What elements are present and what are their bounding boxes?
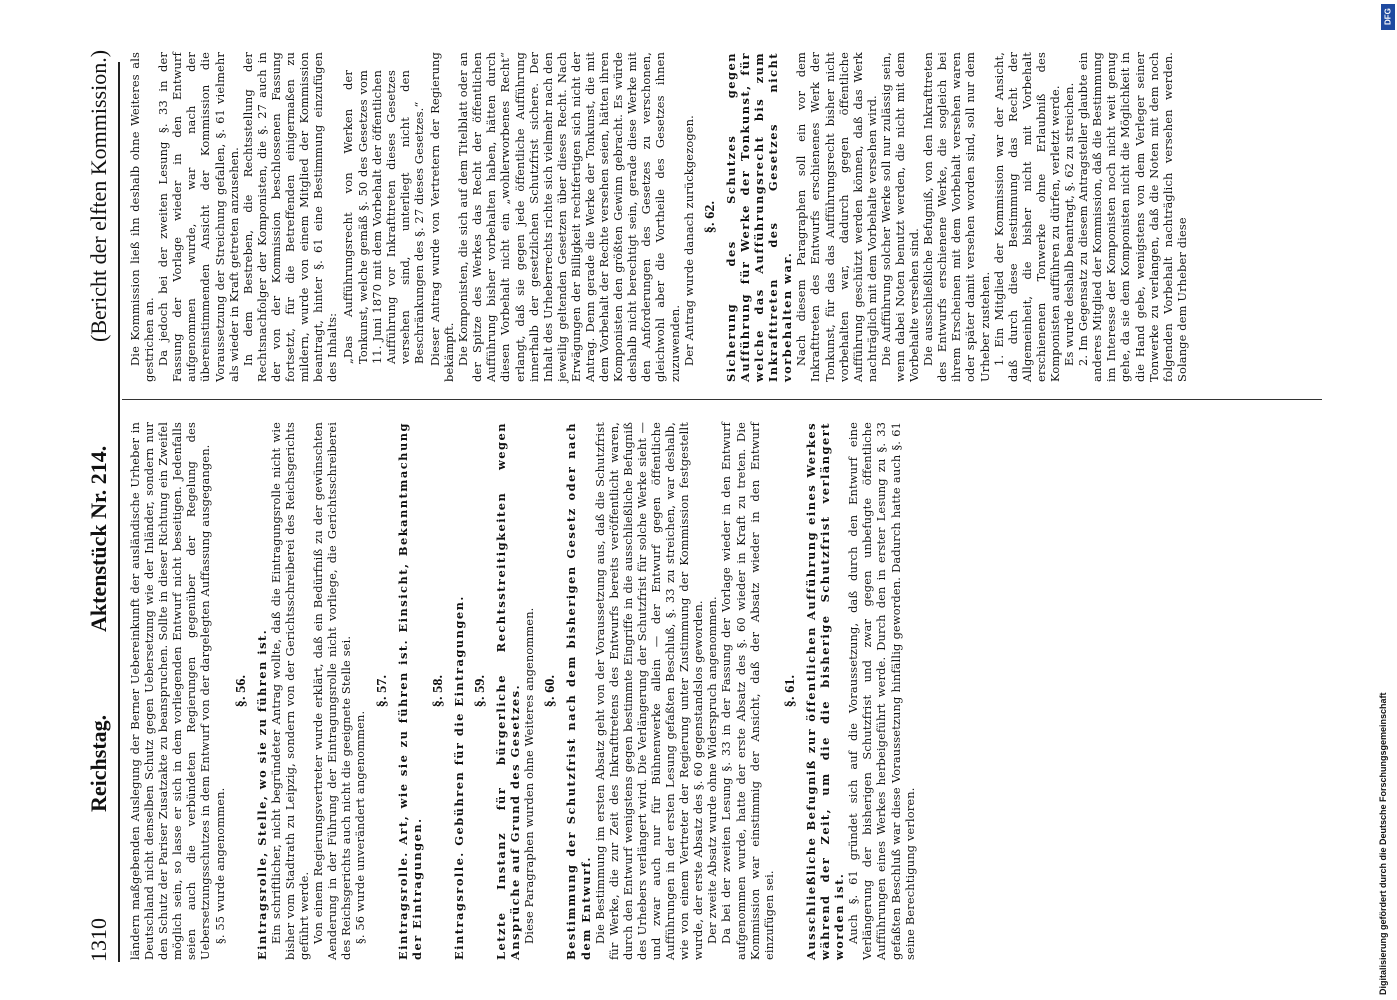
paragraph: Nach diesem Paragraphen soll ein vor dem Inkrafttreten des Entwurfs erschienenes Werk der Tonkunst, für das das Aufführungsrecht bisher nicht vorbehalten war, dadurch gegen öffentliche Aufführung geschützt werden können, daß das Werk nachträglich mit dem Vorbehalte versehen wird. <box>794 52 879 382</box>
paragraph: Ein schriftlicher, nicht begründeter Antrag wollte, daß die Eintragungsrolle nicht wie bisher vom Stadtrath zu Leipzig, sondern von der Gerichtsschreiberei des Reichsgerichts geführt werde. <box>268 422 312 960</box>
paragraph: Die Aufführung solcher Werke soll nur zulässig sein, wenn dabei Noten benutzt werden, die nicht mit dem Vorbehalte versehen sind. <box>878 52 922 382</box>
section-heading: Sicherung des Schutzes gegen Aufführung für Werke der Tonkunst, für welche das Aufführungsrecht bis zum Inkrafttreten des Gesetzes nicht vorbehalten war. <box>723 52 795 382</box>
document-number: Aktenstück Nr. 214. <box>86 445 111 632</box>
page-header <box>80 49 120 962</box>
paragraph: Dieser Antrag wurde von Vertretern der Regierung bekämpft. <box>427 52 457 382</box>
paragraph: Der Antrag wurde danach zurückgezogen. <box>681 115 696 366</box>
section-heading: Ausschließliche Befugniß zur öffentlichen Aufführung eines Werkes während der Zeit, um die die bisherige Schutzfrist verlängert worden ist. <box>803 422 847 960</box>
paragraph: §. 55 wurde angenommen. <box>212 787 227 944</box>
section-heading: Eintragsrolle. Gebühren für die Eintragungen. <box>451 595 466 960</box>
paragraph: Die Kommission ließ ihn deshalb ohne Weiteres als gestrichen an. <box>128 52 157 382</box>
dfg-logo: DFG <box>1381 4 1395 30</box>
left-column <box>128 422 917 960</box>
paragraph: 1. Ein Mitglied der Kommission war der Ansicht, daß durch diese Bestimmung das Recht der Allgemeinheit, die bisher nicht mit Vorbehalt erschienenen Tonwerke ohne Erlaubniß des Komponisten aufführen zu dürfen, verletzt werde. <box>991 52 1062 382</box>
section-number: §. 62. <box>702 200 718 234</box>
paragraph: Da jedoch bei der zweiten Lesung §. 33 in der Fassung der Vorlage wieder in den Entwurf aufgenommen wurde, war nach der übereinstimmenden Ansicht der Kommission die Voraussetzung der Streichung gefallen, §. 61 vielmehr als wieder in Kraft getreten anzusehen. <box>156 52 241 382</box>
paragraph: Von einem Regierungsvertreter wurde erklärt, daß ein Bedürfniß zu der gewünschten Aenderung in der Führung der Eintragungsrolle nicht vorliege, die Gerichtsschreiberei des Reichsgerichts auch nicht die geeignete Stelle sei. <box>311 422 354 960</box>
paragraph: Da bei der zweiten Lesung §. 33 in der Fassung der Vorlage wieder in den Entwurf aufgenommen wurde, hatte der erste Absatz des §. 60 wieder in Kraft zu treten. Die Kommission war einstimmig der Ansicht, daß der Absatz wieder in den Entwurf einzufügen sei. <box>719 422 776 960</box>
paragraph: Die Komponisten, die sich auf dem Titelblatt oder an der Spitze des Werkes das Recht der öffentlichen Aufführung bisher vorbehalten haben, hätten durch diesen Vorbehalt nicht ein „wohlerworbenes Recht“ erlangt, daß sie gegen jede öffentliche Aufführung innerhalb der gesetzlichen Schutzfrist sichere. Der Inhalt des Urheberrechts richte sich vielmehr nach den jeweilig geltenden Gesetzen über dieses Recht. Nach Erwägungen der Billigkeit rechtfertigen sich nicht der Antrag. Denn gerade die Werke der Tonkunst, die mit dem Vorbehalt der Rechte versehen seien, hätten ihren Komponisten den größten Gewinn gebracht. Es würde deshalb nicht berechtigt sein, gerade diese Werke mit den Anforderungen des Gesetzes zu verschonen, gleichwohl aber die Vortheile des Gesetzes ihnen zuzuwenden. <box>456 52 682 382</box>
section-heading: Letzte Instanz für bürgerliche Rechtsstreitigkeiten wegen Ansprüche auf Grund des Gesetzes. <box>494 422 523 960</box>
paragraph: Es wurde deshalb beantragt, §. 62 zu streichen. <box>1062 82 1077 366</box>
quoted-text: „Das Aufführungsrecht von Werken der Tonkunst, welche gemäß §. 50 des Gesetzes vom 11. Juni 1870 mit dem Vorbehalt der öffentlichen Aufführung vor Inkrafttreten dieses Gesetzes versehen sind, unterliegt nicht den Beschränkungen des §. 27 dieses Gesetzes.“ <box>341 70 426 364</box>
paragraph: ländern maßgebenden Auslegung der Berner Uebereinkunft der ausländische Urheber in Deutschland nicht denselben Schutz gegen Uebersetzung wie der Inländer, sondern nur den Schutz der Pariser Zusatzakte zu beanspruchen. Sollte in dieser Richtung ein Zweifel möglich sein, so lasse er sich in dem vorliegenden Entwurf nicht beseitigen. Jedenfalls seien auch die verbündeten Regierungen gegenüber der Regelung des Uebersetzungsschutzes in dem Entwurf von der dargelegten Auffassung ausgegangen. <box>128 422 213 960</box>
paragraph: Die ausschließliche Befugniß, von den Inkrafttreten des Entwurfs erschienene Werke, die sogleich bei ihrem Erscheinen mit dem Vorbehalt versehen waren oder später damit versehen worden sind, soll nur dem Urheber zustehen. <box>921 52 992 382</box>
paragraph: Auch §. 61 gründet sich auf die Voraussetzung, daß durch den Entwurf eine Verlängerung der bisherigen Schutzfrist und zwar gegen unbefugte öffentliche Aufführungen eines Werkes herbeigeführt werde. Durch den in erster Lesung zu §. 33 gefaßten Beschluß war diese Voraussetzung hinfällig geworden. Dadurch hatte auch §. 61 seine Berechtigung verloren. <box>846 422 917 960</box>
paragraph: Die Bestimmung im ersten Absatz geht von der Voraussetzung aus, daß die Schutzfrist für Werke, die zur Zeit des Inkrafttretens des Entwurfs bereits veröffentlicht waren, durch den Entwurf wenigstens gegen bestimmte Eingriffe in die ausschließliche Befugniß des Urhebers verlängert wird. Die Verlängerung der Schutzfrist für solche Werke sieht — und zwar auch nur für Bühnenwerke allein — der Entwurf gegen öffentliche Aufführungen in der ersten Lesung gefaßten Beschluß, §. 33 zu streichen, war deshalb, wie von einem Vertreter der Regierung unter Zustimmung der Kommission festgestellt wurde, der erste Absatz des §. 60 gegenstandslos geworden. <box>592 422 706 960</box>
right-column <box>128 52 1189 382</box>
section-number: §. 60. <box>543 674 559 708</box>
section-number: §. 58. <box>430 674 446 708</box>
paragraph: In dem Bestreben, die Rechtsstellung der Rechtsnachfolger der Komponisten, die §. 27 auch in der von der Kommission beschlossenen Fassung fortsetzt, für die Betreffenden einigermaßen zu mildern, wurde von einem Mitglied der Kommission beantragt, hinter §. 61 eine Bestimmung einzufügen des Inhalts: <box>240 52 340 382</box>
section-number: §. 57. <box>374 674 390 708</box>
section-heading: Eintragsrolle, Stelle, wo sie zu führen ist. <box>254 628 269 960</box>
report-title: (Bericht der elften Kommission.) <box>86 49 111 342</box>
section-number: §. 56. <box>233 674 249 708</box>
section-number: §. 61. <box>782 674 798 708</box>
column-divider <box>122 399 1322 400</box>
section-number: §. 59. <box>472 674 488 708</box>
paragraph: Der zweite Absatz wurde ohne Widerspruch angenommen. <box>705 596 720 944</box>
paragraph: 2. Im Gegensatz zu diesem Antragsteller glaubte ein anderes Mitglied der Kommission, daß die Bestimmung im Interesse der Komponisten noch nicht weit genug gehe, da sie dem Komponisten nicht die Möglichkeit in die Hand gebe, wenigstens von dem Verleger seiner Tonwerke zu verlangen, daß die Noten mit dem noch folgenden Vorbehalt nachträglich versehen werden. Solange dem Urheber diese <box>1076 52 1189 382</box>
header-rule <box>118 62 120 962</box>
section-heading: Bestimmung der Schutzfrist nach dem bisherigen Gesetz oder nach dem Entwurf. <box>564 422 593 960</box>
paragraph: Diese Paragraphen wurden ohne Weiteres angenommen. <box>522 607 537 944</box>
paragraph: §. 56 wurde unverändert angenommen. <box>353 710 368 944</box>
digitization-credit: Digitalisierung gefördert durch die Deutsche Forschungsgemeinschaft <box>1378 692 1388 995</box>
journal-title: Reichstag. <box>86 714 111 812</box>
section-heading: Eintragsrolle. Art, wie sie zu führen ist. Einsicht, Bekanntmachung der Eintragungen. <box>395 422 424 960</box>
page-number: 1310 <box>86 918 111 962</box>
